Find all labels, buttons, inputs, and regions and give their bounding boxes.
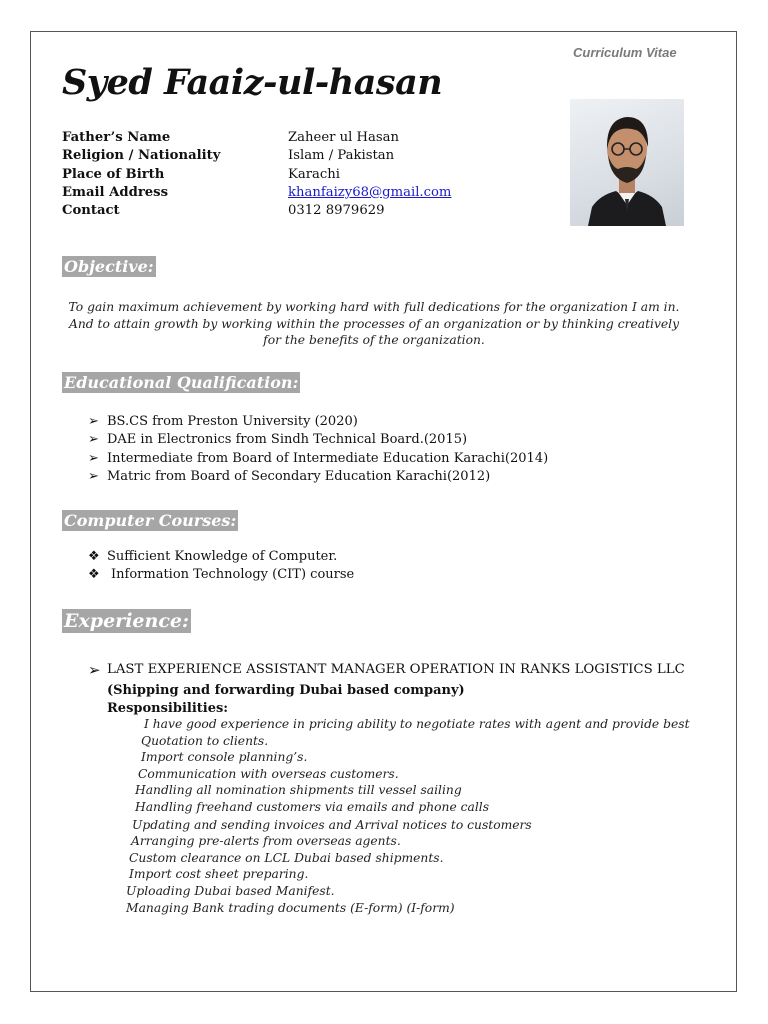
candidate-name: Syed Faaiz-ul-hasan — [62, 62, 443, 103]
courses-list — [88, 548, 354, 585]
arrow-bullet-icon: ➢ — [88, 414, 99, 429]
responsibility-line: Uploading Dubai based Manifest. — [126, 884, 335, 898]
responsibility-line: Custom clearance on LCL Dubai based shipments. — [129, 851, 444, 865]
arrow-bullet-icon: ➢ — [88, 468, 99, 484]
responsibility-line: Arranging pre-alerts from overseas agents. — [131, 834, 401, 848]
responsibility-line: Handling freehand customers via emails and phone calls — [135, 800, 490, 814]
responsibility-line: Quotation to clients. — [141, 734, 269, 748]
education-heading: Educational Qualification: — [64, 373, 299, 392]
info-value: Zaheer ul Hasan — [288, 130, 400, 145]
info-value: Islam / Pakistan — [288, 148, 395, 164]
info-label: Father’s Name — [62, 130, 171, 145]
list-item: ➢ Matric from Board of Secondary Education Karachi(2012) — [88, 468, 548, 486]
company-description: (Shipping and forwarding Dubai based company) — [107, 683, 465, 698]
info-label: Place of Birth — [62, 166, 165, 182]
profile-photo — [570, 99, 684, 226]
info-row-father — [62, 129, 451, 147]
responsibilities-label: Responsibilities: — [107, 700, 229, 716]
objective-heading: Objective: — [64, 257, 154, 276]
info-label: Contact — [62, 203, 120, 219]
objective-text: To gain maximum achievement by working hard with full dedications for the organization I am in. And to attain growth by working within the processes of an organization or by thinking creatively for the benefits of the organization. — [68, 300, 680, 348]
responsibility-line: Import console planning’s. — [141, 750, 308, 764]
info-value: 0312 8979629 — [288, 203, 385, 219]
responsibility-line: Handling all nomination shipments till vessel sailing — [135, 783, 462, 797]
info-label: Email Address — [62, 184, 169, 200]
list-item: ➢ Intermediate from Board of Intermediate Education Karachi(2014) — [88, 450, 548, 468]
responsibility-line: Updating and sending invoices and Arrival notices to customers — [132, 818, 532, 832]
experience-company-block — [107, 682, 465, 717]
info-row-birthplace — [62, 166, 451, 184]
responsibility-line: I have good experience in pricing ability to negotiate rates with agent and provide best — [144, 717, 690, 731]
list-item: ➢ DAE in Electronics from Sindh Technical Board.(2015) — [88, 431, 548, 449]
diamond-bullet-icon: ❖ — [88, 567, 100, 583]
experience-heading: Experience: — [64, 610, 189, 632]
diamond-bullet-icon: ❖ — [88, 549, 100, 564]
info-value: Karachi — [288, 166, 340, 182]
info-row-religion — [62, 147, 451, 165]
responsibility-line: Import cost sheet preparing. — [129, 867, 309, 881]
list-item: ➢ BS.CS from Preston University (2020) — [88, 413, 548, 431]
info-row-email — [62, 184, 451, 202]
portrait-illustration — [570, 99, 684, 226]
courses-heading: Computer Courses: — [64, 511, 237, 530]
education-list — [88, 413, 548, 486]
curriculum-vitae-label: Curriculum Vitae — [573, 45, 677, 60]
list-item: ❖ Sufficient Knowledge of Computer. — [88, 548, 354, 566]
responsibility-line: Communication with overseas customers. — [138, 767, 399, 781]
arrow-bullet-icon: ➢ — [88, 432, 99, 448]
personal-info — [62, 129, 451, 220]
list-item: ❖ Information Technology (CIT) course — [88, 566, 354, 584]
arrow-bullet-icon: ➢ — [88, 450, 99, 466]
email-link[interactable]: khanfaizy68@gmail.com — [288, 184, 452, 200]
info-label: Religion / Nationality — [62, 148, 221, 164]
info-row-contact — [62, 202, 451, 220]
responsibility-line: Managing Bank trading documents (E-form) (I-form) — [126, 901, 455, 915]
experience-title: LAST EXPERIENCE ASSISTANT MANAGER OPERATION IN RANKS LOGISTICS LLC — [107, 662, 685, 677]
arrow-bullet-icon: ➢ — [88, 661, 101, 679]
